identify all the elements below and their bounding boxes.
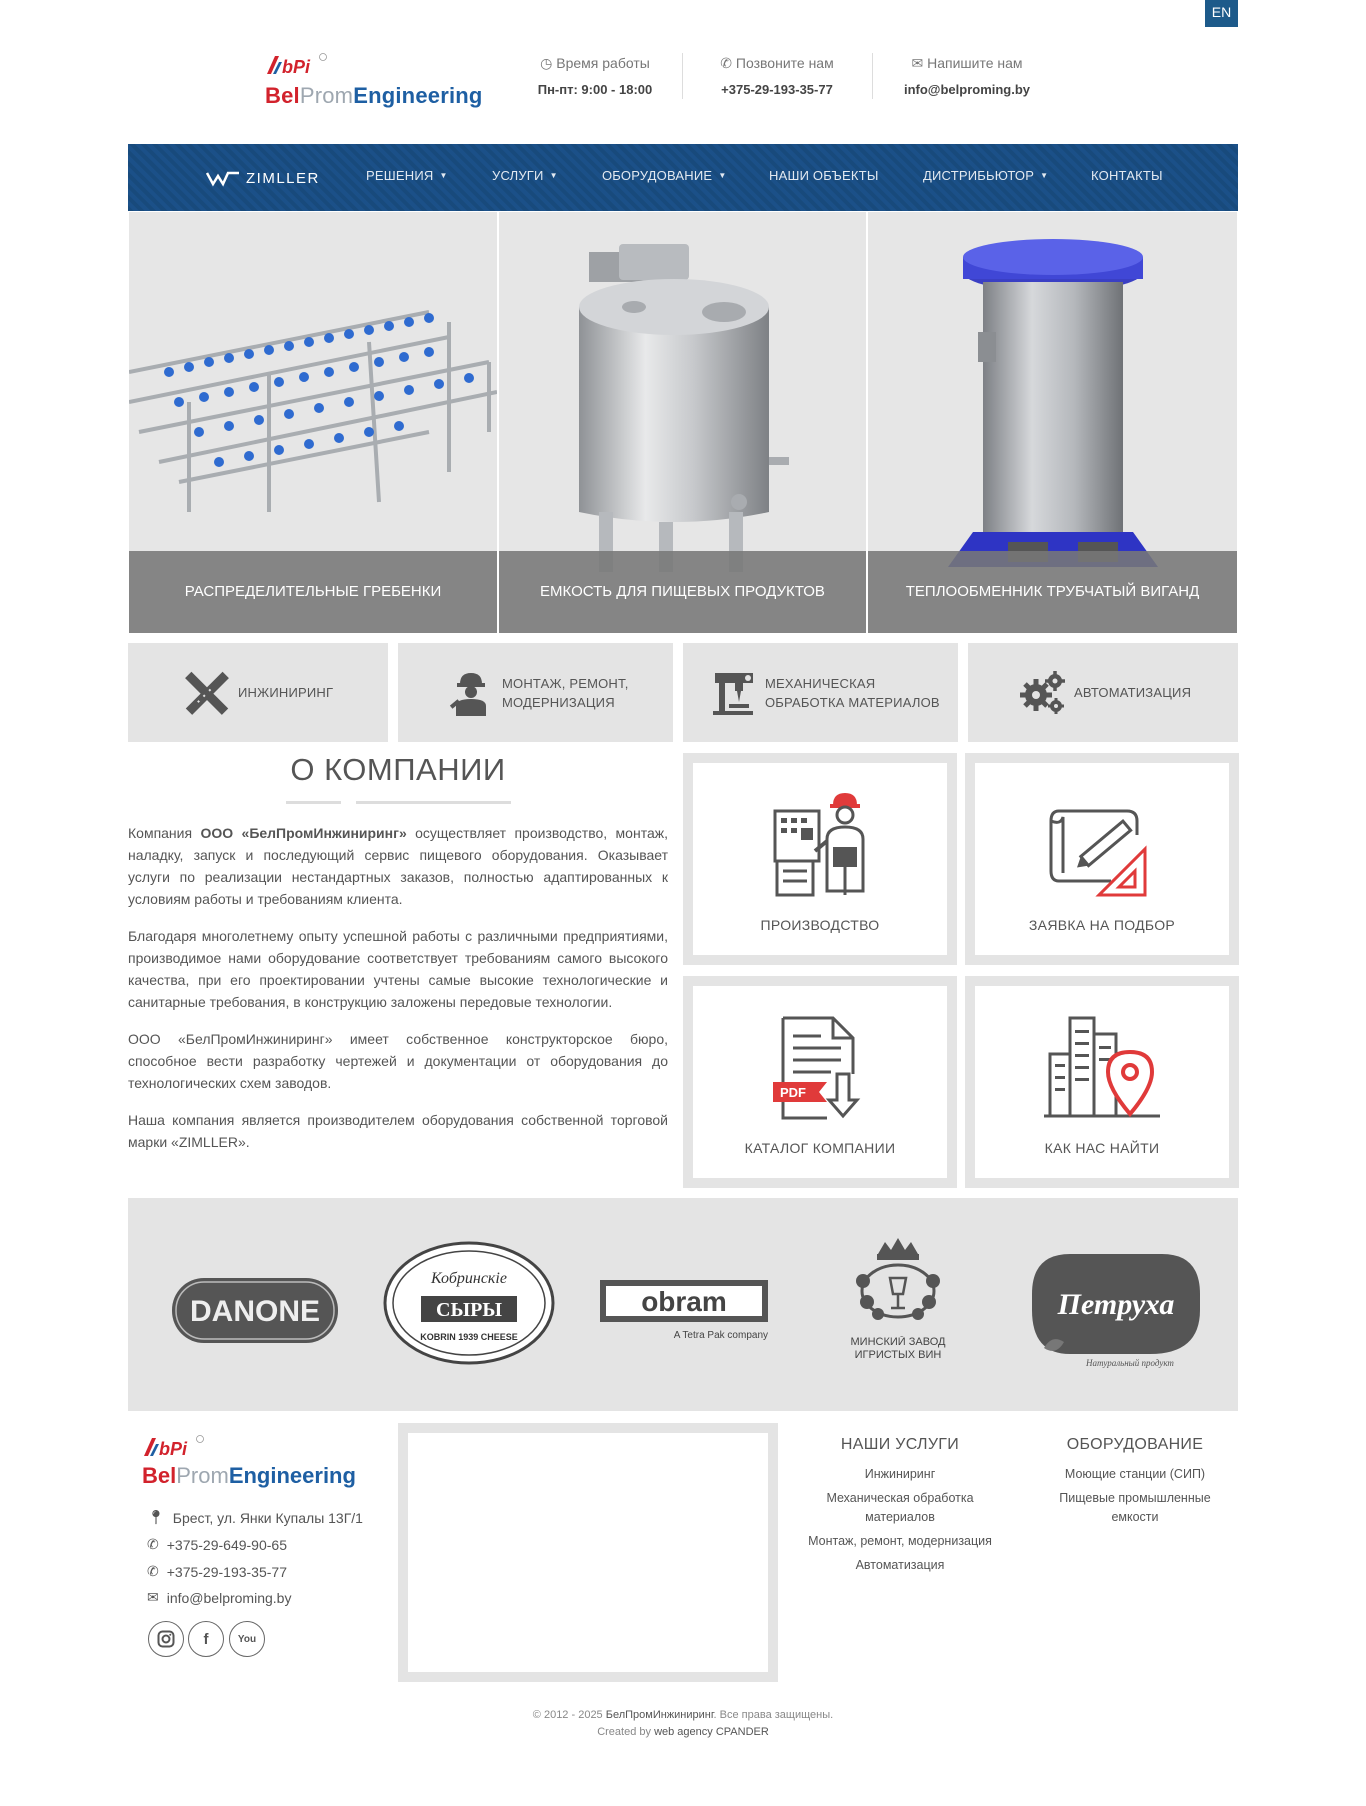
map-frame[interactable] xyxy=(408,1433,768,1672)
service-machining[interactable]: МЕХАНИЧЕСКАЯ ОБРАБОТКА МАТЕРИАЛОВ xyxy=(683,643,958,742)
tank-image xyxy=(499,212,866,572)
logo-mark-icon xyxy=(265,52,335,78)
logo-mark-icon xyxy=(142,1434,212,1460)
feature-request[interactable]: ЗАЯВКА НА ПОДБОР xyxy=(965,753,1239,965)
service-automation[interactable]: АВТОМАТИЗАЦИЯ xyxy=(968,643,1238,742)
about-paragraph: Компания ООО «БелПромИнжиниринг» осуществляет производство, монтаж, наладку, запуск и последующий сервис пищевого оборудования. Оказывает услуги по реализации нестандартных заказов, полностью адаптированных к условиям работы и требованиям клиента. xyxy=(128,825,668,907)
footer-link[interactable]: Инжиниринг xyxy=(864,1467,936,1481)
work-hours: ◷ Время работы Пн-пт: 9:00 - 18:00 xyxy=(537,55,653,97)
caret-down-icon: ▼ xyxy=(1040,171,1049,180)
footer-phone-2[interactable]: ✆ +375-29-193-35-77 xyxy=(147,1563,287,1580)
footer-link[interactable]: Монтаж, ремонт, модернизация xyxy=(808,1534,992,1548)
drill-press-icon xyxy=(711,670,757,716)
product-card-tank[interactable] xyxy=(499,212,866,633)
footer-services-title: НАШИ УСЛУГИ xyxy=(840,1436,960,1453)
petruha-logo-text: Петруха xyxy=(1057,1288,1175,1321)
svg-text:PDF: PDF xyxy=(780,1085,806,1100)
footer-email[interactable]: ✉ info@belproming.by xyxy=(147,1589,292,1606)
footer-equipment xyxy=(1035,1436,1235,1532)
gears-icon xyxy=(1020,670,1066,716)
client-logo-petruha[interactable] xyxy=(1030,1250,1202,1375)
footer-link[interactable]: Моющие станции (СИП) xyxy=(1064,1467,1206,1481)
service-engineering[interactable]: ИНЖИНИРИНГ xyxy=(128,643,388,742)
svg-text:bPi: bPi xyxy=(159,1439,188,1459)
product-card-heat-exchanger[interactable] xyxy=(868,212,1237,633)
title-underline xyxy=(286,801,341,804)
nav-equipment[interactable]: ОБОРУДОВАНИЕ ▼ xyxy=(602,168,727,183)
header-divider xyxy=(872,53,873,99)
title-underline xyxy=(356,801,511,804)
created-by: Created by web agency CPANDER xyxy=(597,1726,769,1738)
nav-solutions[interactable]: РЕШЕНИЯ ▼ xyxy=(366,168,448,183)
about-paragraph: Благодаря многолетнему опыту успешной работы с различными предприятиями, производимое нами оборудование соответствует требованиям самого высокого качества, при его проектировании учтены самые высокие технологические и санитарные требования, в конструкцию заложены передовые технологии. xyxy=(128,928,668,1010)
site-logo[interactable] xyxy=(265,52,483,109)
obram-logo-sub: A Tetra Pak company xyxy=(673,1330,768,1341)
product-caption: ТЕПЛООБМЕННИК ТРУБЧАТЫЙ ВИГАНД xyxy=(868,551,1237,633)
clients-strip xyxy=(128,1198,1238,1411)
about-paragraph: Наша компания является производителем оборудования собственной торговой марки «ZIMLLER». xyxy=(128,1112,668,1150)
agency-link[interactable]: web agency CPANDER xyxy=(654,1726,769,1738)
winery-logo-text: МИНСКИЙ ЗАВОД ИГРИСТЫХ ВИН xyxy=(850,1336,946,1361)
footer-link[interactable]: Пищевые промышленные емкости xyxy=(1059,1491,1211,1524)
language-switch-en[interactable]: EN xyxy=(1205,0,1238,27)
worker-icon xyxy=(448,670,494,716)
city-pin-icon xyxy=(1042,1014,1162,1124)
phone-icon: ✆ xyxy=(147,1563,159,1579)
client-logo-danone[interactable] xyxy=(170,1273,340,1353)
zimller-logo-icon xyxy=(206,169,240,187)
phone-icon: ✆ xyxy=(147,1536,159,1552)
kobrin-logo-bottom: KOBRIN 1939 CHEESE xyxy=(420,1332,518,1342)
kobrin-logo-mid: СЫРЫ xyxy=(436,1299,502,1321)
pdf-document-icon xyxy=(765,1014,875,1124)
petruha-logo-sub: Натуральный продукт xyxy=(1086,1358,1174,1368)
map-marker-icon: 📍︎ xyxy=(147,1509,165,1525)
blueprint-icon xyxy=(1047,791,1157,901)
instagram-icon[interactable] xyxy=(148,1621,184,1657)
envelope-icon: ✉ xyxy=(147,1589,159,1605)
footer-equipment-title: ОБОРУДОВАНИЕ xyxy=(1066,1436,1204,1453)
phone-icon: ✆ xyxy=(720,55,733,71)
about-text xyxy=(128,822,668,1168)
product-caption: РАСПРЕДЕЛИТЕЛЬНЫЕ ГРЕБЕНКИ xyxy=(129,551,497,633)
caret-down-icon: ▼ xyxy=(549,171,558,180)
svg-text:bPi: bPi xyxy=(282,57,311,77)
footer-services xyxy=(800,1436,1000,1580)
danone-logo-text: DANONE xyxy=(189,1295,321,1328)
write-us: ✉ Напишите нам info@belproming.by xyxy=(882,55,1052,97)
product-card-manifolds[interactable] xyxy=(129,212,497,633)
caret-down-icon: ▼ xyxy=(439,171,448,180)
nav-contacts[interactable]: КОНТАКТЫ xyxy=(1091,168,1163,183)
kobrin-logo-top: Кобринскіе xyxy=(431,1270,507,1287)
footer-link[interactable]: Механическая обработка материалов xyxy=(826,1491,974,1524)
header-divider xyxy=(682,53,683,99)
footer-link[interactable]: Автоматизация xyxy=(855,1558,945,1572)
footer-address: 📍︎ Брест, ул. Янки Купалы 13Г/1 xyxy=(147,1509,363,1526)
feature-find-us[interactable]: КАК НАС НАЙТИ xyxy=(965,976,1239,1188)
client-logo-minsk-winery[interactable] xyxy=(833,1236,963,1381)
header-phone-link[interactable]: +375-29-193-35-77 xyxy=(721,82,833,97)
product-caption: ЕМКОСТЬ ДЛЯ ПИЩЕВЫХ ПРОДУКТОВ xyxy=(499,551,866,633)
heat-exchanger-image xyxy=(868,212,1237,572)
main-navbar xyxy=(128,144,1238,211)
nav-our-objects[interactable]: НАШИ ОБЪЕКТЫ xyxy=(769,168,879,183)
service-installation[interactable]: МОНТАЖ, РЕМОНТ, МОДЕРНИЗАЦИЯ xyxy=(398,643,673,742)
production-worker-icon xyxy=(765,791,875,901)
zimller-brand[interactable]: ZIMLLER xyxy=(206,169,320,187)
client-logo-obram[interactable] xyxy=(598,1276,770,1351)
call-us: ✆ Позвоните нам +375-29-193-35-77 xyxy=(692,55,862,97)
about-paragraph: ООО «БелПромИнжиниринг» имеет собственное конструкторское бюро, способное вести разработку чертежей и документации от оборудования до технологических схем заводов. xyxy=(128,1031,668,1091)
youtube-icon[interactable]: You xyxy=(229,1621,265,1657)
copyright: © 2012 - 2025 БелПромИнжиниринг. Все права защищены. xyxy=(532,1709,834,1721)
footer-map[interactable] xyxy=(398,1423,778,1682)
caret-down-icon: ▼ xyxy=(718,171,727,180)
envelope-icon: ✉ xyxy=(911,55,924,71)
nav-services[interactable]: УСЛУГИ ▼ xyxy=(492,168,558,183)
client-logo-kobrin[interactable] xyxy=(383,1238,555,1373)
obram-logo-text: obram xyxy=(641,1286,727,1317)
facebook-icon[interactable]: f xyxy=(188,1621,224,1657)
logo-wordmark: BelPromEngineering xyxy=(265,83,483,108)
footer-phone-1[interactable]: ✆ +375-29-649-90-65 xyxy=(147,1536,287,1553)
feature-production[interactable]: ПРОИЗВОДСТВО xyxy=(683,753,957,965)
about-title: О КОМПАНИИ xyxy=(290,752,506,787)
feature-catalog[interactable]: PDF КАТАЛОГ КОМПАНИИ xyxy=(683,976,957,1188)
pencil-ruler-icon xyxy=(184,670,230,716)
manifold-image xyxy=(129,212,497,552)
footer-logo[interactable]: bPi BelPromEngineering xyxy=(142,1434,356,1489)
header-email-link[interactable]: info@belproming.by xyxy=(903,82,1031,97)
nav-distributor[interactable]: ДИСТРИБЬЮТОР ▼ xyxy=(923,168,1049,183)
copyright-company-link[interactable]: БелПромИнжиниринг xyxy=(605,1709,714,1721)
clock-icon: ◷ xyxy=(540,55,553,71)
